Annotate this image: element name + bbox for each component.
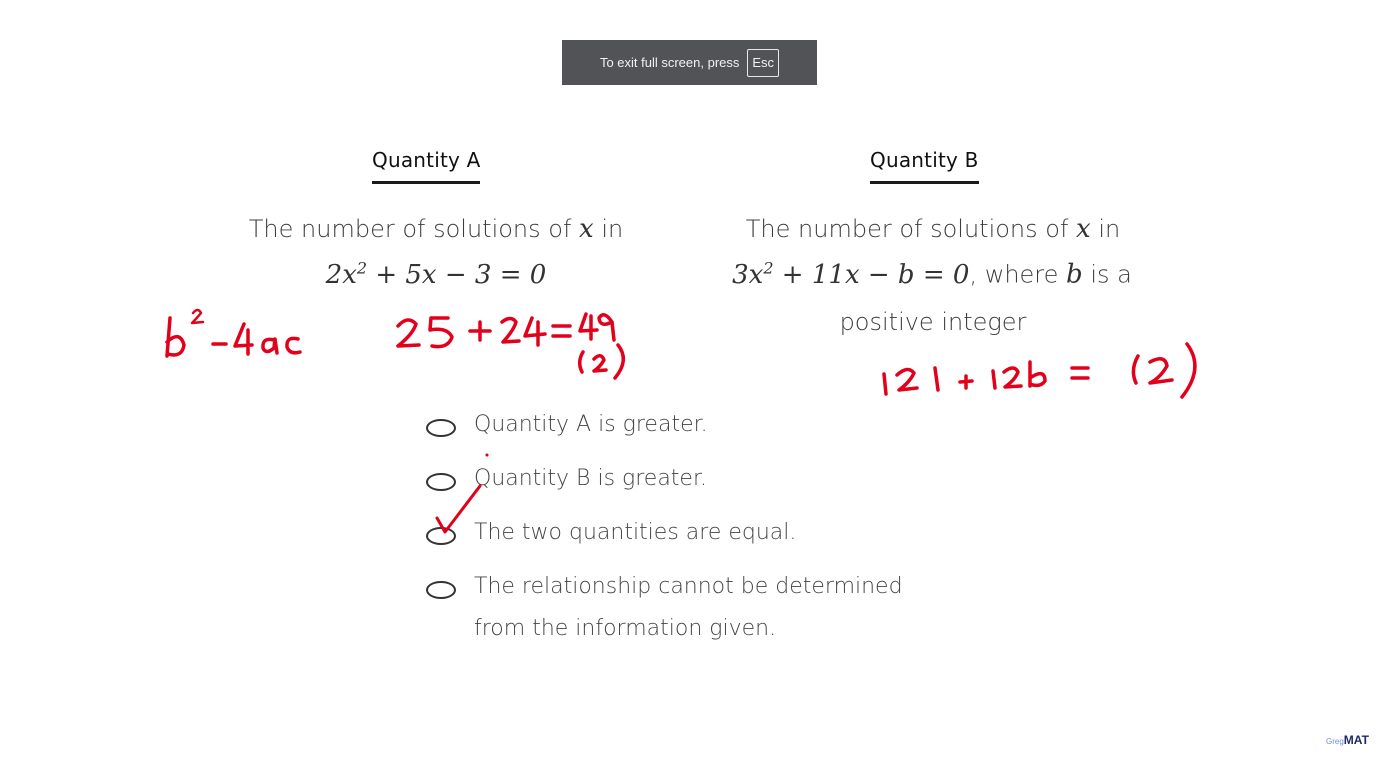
qa-var: x (579, 214, 594, 244)
radio-button[interactable] (426, 419, 456, 437)
radio-button[interactable] (426, 473, 456, 491)
quantity-a-heading: Quantity A (372, 148, 480, 184)
qb-suffix: in (1090, 215, 1121, 243)
qb-var: x (1076, 214, 1091, 244)
qa-suffix: in (593, 215, 624, 243)
quantity-b-description (733, 214, 1133, 244)
choice-cannot-be-determined[interactable] (426, 574, 903, 650)
logo-brand: MAT (1343, 733, 1369, 747)
choice-label-line2: from the information given. (474, 616, 777, 641)
fullscreen-message: To exit full screen, press (599, 55, 740, 70)
quantity-b-line3: positive integer (839, 308, 1027, 336)
quantity-b-equation: $3x^2 + 11x - b = 0$, where b is a (732, 258, 1132, 290)
choice-quantities-equal[interactable] (426, 520, 796, 554)
qb-text: The number of solutions of (745, 215, 1077, 243)
qa-text: The number of solutions of (248, 215, 580, 243)
qb-eq-suffix: , where (969, 260, 1067, 289)
fullscreen-exit-banner (562, 40, 817, 85)
choice-quantity-a-greater[interactable] (426, 412, 708, 446)
quantity-b-heading: Quantity B (870, 148, 979, 184)
logo-prefix: Greg (1326, 737, 1344, 746)
quantity-a-equation: $2x^2 + 5x - 3 = 0$ (325, 258, 547, 290)
qb-var-b: b (1066, 259, 1083, 290)
choice-label: Quantity A is greater. (474, 412, 708, 437)
choice-quantity-b-greater[interactable] (426, 466, 707, 500)
qb-suffix2: is a (1082, 260, 1132, 289)
choice-label: Quantity B is greater. (474, 466, 707, 491)
radio-button[interactable] (426, 581, 456, 599)
choice-label: The relationship cannot be determined (474, 574, 903, 599)
gregmat-logo (1326, 733, 1369, 747)
esc-key-hint: Esc (747, 49, 779, 77)
choice-label: The two quantities are equal. (474, 520, 797, 545)
radio-button[interactable] (426, 527, 456, 545)
quantity-a-description (236, 214, 636, 244)
